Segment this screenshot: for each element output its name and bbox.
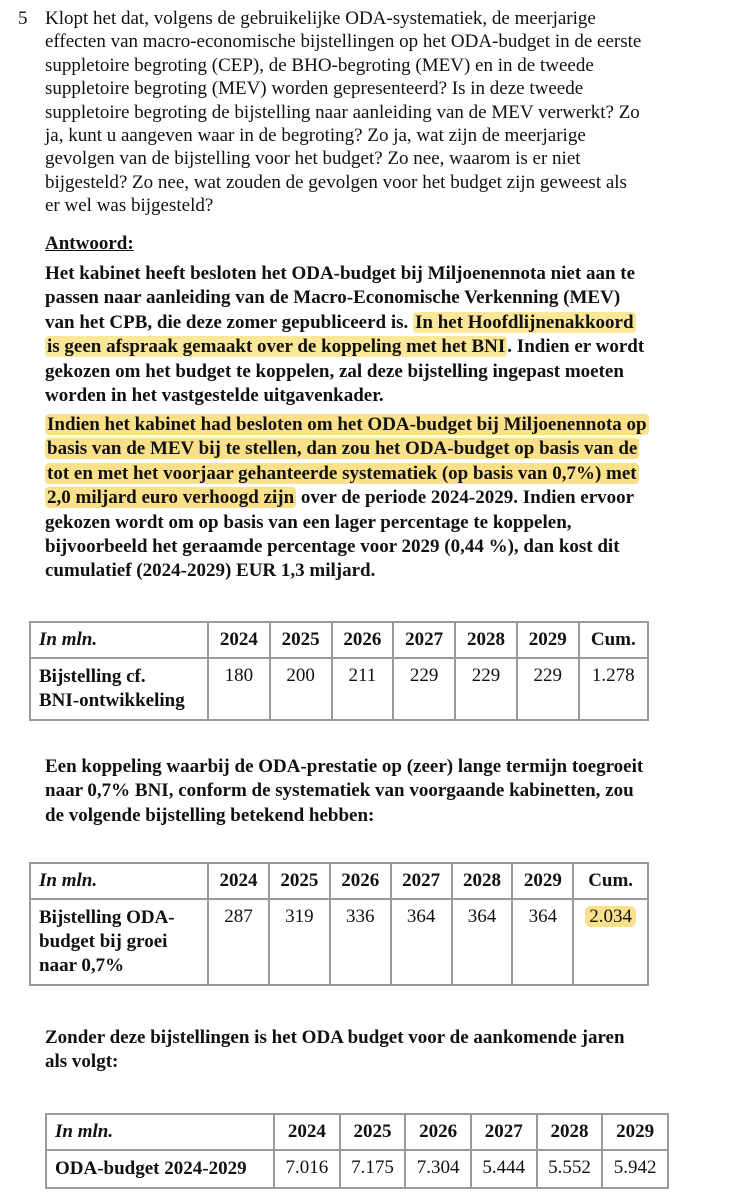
table-header-row bbox=[30, 863, 648, 899]
table-cell: 229 bbox=[393, 658, 455, 720]
table-header-cell: In mln. bbox=[46, 1114, 274, 1150]
question-number: 5 bbox=[18, 8, 28, 29]
table-oda-budget bbox=[45, 1113, 669, 1189]
table-header-cell: 2029 bbox=[517, 622, 579, 658]
question-line: suppletoire begroting (CEP), de BHO-begroting (MEV) en in de tweede bbox=[45, 54, 594, 76]
table-cell: 364 bbox=[391, 899, 452, 985]
table-cell: 319 bbox=[269, 899, 330, 985]
table-header-cell: 2024 bbox=[208, 863, 269, 899]
table-row bbox=[46, 1150, 668, 1188]
table-cell: 7.304 bbox=[405, 1150, 471, 1188]
table-cell: 5.942 bbox=[602, 1150, 668, 1188]
table-cell: 211 bbox=[332, 658, 394, 720]
row-label-line: Bijstelling ODA- bbox=[39, 907, 175, 928]
question-line: effecten van macro-economische bijstellingen op het ODA-budget in de eerste bbox=[45, 31, 642, 53]
question-text bbox=[45, 7, 735, 218]
answer-line: Het kabinet heeft besloten het ODA-budget bij Miljoenennota niet aan te bbox=[45, 263, 636, 284]
answer-line bbox=[45, 335, 735, 359]
table-cell: 229 bbox=[455, 658, 517, 720]
highlighted-text: is geen afspraak gemaakt over de koppeling met het BNI bbox=[47, 336, 506, 358]
table-cell: 7.175 bbox=[340, 1150, 406, 1188]
row-label-line: Bijstelling cf. bbox=[39, 666, 146, 687]
question-line: ja, kunt u aangeven waar in de begroting? Zo ja, wat zijn de meerjarige bbox=[45, 125, 586, 147]
answer-paragraph-1 bbox=[45, 262, 735, 408]
table-row bbox=[30, 899, 648, 985]
row-label-line: naar 0,7% bbox=[39, 955, 125, 976]
table-header-cell: 2028 bbox=[452, 863, 513, 899]
table-cell: 364 bbox=[512, 899, 573, 985]
table-header-cell: 2025 bbox=[270, 622, 332, 658]
highlighted-cumulative: 2.034 bbox=[585, 906, 636, 927]
answer-paragraph-2 bbox=[45, 413, 735, 584]
table-header-cell: Cum. bbox=[579, 622, 648, 658]
table-header-cell: 2027 bbox=[471, 1114, 537, 1150]
question-line: Klopt het dat, volgens de gebruikelijke ODA-systematiek, de meerjarige bbox=[45, 8, 596, 29]
table-row-label bbox=[30, 658, 208, 720]
table-row-label: ODA-budget 2024-2029 bbox=[46, 1150, 274, 1188]
highlighted-text: basis van de MEV bij te stellen, dan zou het ODA-budget op basis van de bbox=[47, 438, 638, 460]
question-line: gevolgen van de bijstelling voor het budget? Zo nee, waarom is er niet bbox=[45, 148, 581, 170]
table-header-cell: 2029 bbox=[512, 863, 573, 899]
table-cell: 5.552 bbox=[537, 1150, 603, 1188]
answer-paragraph-4 bbox=[45, 1026, 735, 1075]
answer-text: van het CPB, die deze zomer gepubliceerd is. bbox=[45, 311, 409, 333]
answer-line: Zonder deze bijstellingen is het ODA budget voor de aankomende jaren bbox=[45, 1027, 625, 1048]
table-bni-adjustment bbox=[29, 621, 649, 721]
table-header-row bbox=[46, 1114, 668, 1150]
answer-heading: Antwoord: bbox=[45, 233, 134, 254]
answer-line: als volgt: bbox=[45, 1051, 119, 1073]
table-header-row bbox=[30, 622, 648, 658]
answer-text: over de periode 2024-2029. Indien ervoor bbox=[296, 487, 635, 509]
table-cell: 336 bbox=[330, 899, 391, 985]
answer-line: worden in het vastgestelde uitgavenkader. bbox=[45, 385, 384, 407]
table-cell: 229 bbox=[517, 658, 579, 720]
question-line: suppletoire begroting (MEV) worden gepresenteerd? Is in deze tweede bbox=[45, 78, 584, 100]
table-cell: 200 bbox=[270, 658, 332, 720]
table-header-cell: 2024 bbox=[274, 1114, 340, 1150]
answer-line: bijvoorbeeld het geraamde percentage voor 2029 (0,44 %), dan kost dit bbox=[45, 536, 620, 558]
answer-line bbox=[45, 437, 735, 461]
answer-paragraph-3 bbox=[45, 755, 735, 828]
answer-line: de volgende bijstelling betekend hebben: bbox=[45, 804, 375, 826]
table-row-label bbox=[30, 899, 208, 985]
answer-text: . Indien er wordt bbox=[507, 336, 645, 358]
table-cell: 1.278 bbox=[579, 658, 648, 720]
answer-line: gekozen om het budget te koppelen, zal deze bijstelling ingepast moeten bbox=[45, 360, 624, 382]
table-header-cell: In mln. bbox=[30, 863, 208, 899]
table-header-cell: In mln. bbox=[30, 622, 208, 658]
table-header-cell: 2029 bbox=[602, 1114, 668, 1150]
table-header-cell: Cum. bbox=[573, 863, 648, 899]
table-header-cell: 2027 bbox=[391, 863, 452, 899]
table-header-cell: 2027 bbox=[393, 622, 455, 658]
answer-line bbox=[45, 462, 735, 486]
table-cell bbox=[573, 899, 648, 985]
highlighted-text: In het Hoofdlijnenakkoord bbox=[415, 311, 634, 333]
table-header-cell: 2026 bbox=[330, 863, 391, 899]
table-header-cell: 2026 bbox=[405, 1114, 471, 1150]
row-label-line: budget bij groei bbox=[39, 931, 168, 952]
table-cell: 7.016 bbox=[274, 1150, 340, 1188]
answer-line: cumulatief (2024-2029) EUR 1,3 miljard. bbox=[45, 560, 376, 582]
answer-line bbox=[45, 311, 735, 335]
answer-line: naar 0,7% BNI, conform de systematiek van voorgaande kabinetten, zou bbox=[45, 780, 634, 802]
table-header-cell: 2028 bbox=[537, 1114, 603, 1150]
table-cell: 287 bbox=[208, 899, 269, 985]
question-line: bijgesteld? Zo nee, wat zouden de gevolgen voor het budget zijn geweest als bbox=[45, 171, 627, 193]
table-header-cell: 2025 bbox=[340, 1114, 406, 1150]
table-header-cell: 2026 bbox=[332, 622, 394, 658]
question-line: suppletoire begroting de bijstelling naar aanleiding van de MEV verwerkt? Zo bbox=[45, 101, 640, 123]
highlighted-text: tot en met het voorjaar gehanteerde systematiek (op basis van 0,7%) met bbox=[47, 462, 637, 484]
table-row bbox=[30, 658, 648, 720]
question-line: er wel was bijgesteld? bbox=[45, 195, 214, 217]
table-header-cell: 2025 bbox=[269, 863, 330, 899]
table-oda-growth-adjustment bbox=[29, 862, 649, 986]
answer-line bbox=[45, 413, 735, 437]
table-cell: 180 bbox=[208, 658, 270, 720]
answer-line bbox=[45, 486, 735, 510]
row-label-line: BNI-ontwikkeling bbox=[39, 690, 185, 711]
table-cell: 364 bbox=[452, 899, 513, 985]
answer-line: Een koppeling waarbij de ODA-prestatie op (zeer) lange termijn toegroeit bbox=[45, 756, 644, 777]
table-header-cell: 2024 bbox=[208, 622, 270, 658]
table-header-cell: 2028 bbox=[455, 622, 517, 658]
highlighted-text: Indien het kabinet had besloten om het ODA-budget bij Miljoenennota op bbox=[47, 414, 647, 435]
table-cell: 5.444 bbox=[471, 1150, 537, 1188]
answer-line: passen naar aanleiding van de Macro-Economische Verkenning (MEV) bbox=[45, 287, 621, 309]
answer-line: gekozen wordt om op basis van een lager percentage te koppelen, bbox=[45, 511, 572, 533]
highlighted-text: 2,0 miljard euro verhoogd zijn bbox=[47, 487, 295, 509]
